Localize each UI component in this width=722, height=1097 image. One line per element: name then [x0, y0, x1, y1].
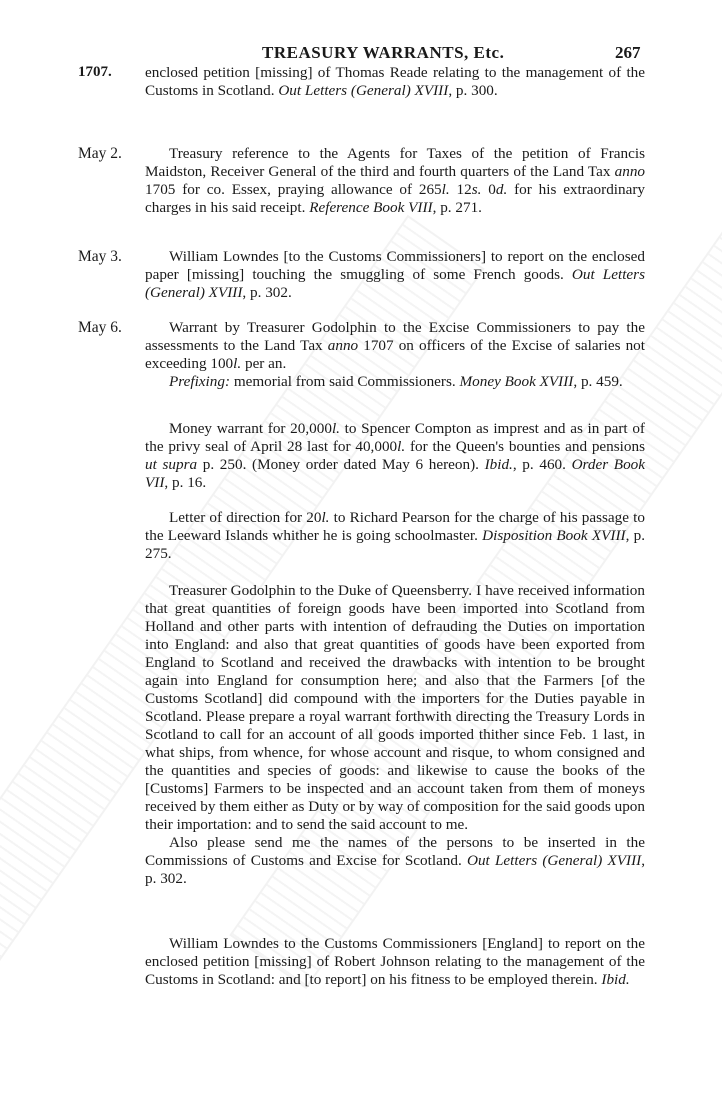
entry-3-prefixing — [145, 373, 645, 391]
text-segment: William Lowndes [to the Customs Commissioners] to report on the enclosed paper [missing] touching the smuggling of some French goods. — [145, 248, 645, 283]
entry-1 — [145, 145, 645, 217]
italic-segment: Reference Book VIII — [309, 199, 433, 216]
text-segment: , p. 271. — [432, 199, 482, 216]
italic-segment: Prefixing: — [169, 373, 231, 390]
entry-1-text — [145, 145, 645, 217]
entry-5-text — [145, 509, 645, 563]
entry-4-text — [145, 420, 645, 492]
italic-segment: l. — [331, 420, 340, 437]
italic-segment: l. — [397, 438, 406, 455]
text-segment: per an. — [241, 355, 287, 372]
text-segment: , p. 16. — [164, 474, 207, 491]
italic-segment: Disposition Book XVIII — [482, 527, 626, 544]
italic-segment: l. — [321, 509, 330, 526]
text-segment: enclosed petition [missing] of Thomas Reade relating to the management of the Customs in Scotland. — [145, 64, 645, 99]
page-number: 267 — [615, 43, 641, 62]
italic-segment: Money Book XVIII — [459, 373, 574, 390]
entry-2-date: May 3. — [78, 248, 122, 265]
margin-year: 1707. — [78, 64, 112, 80]
text-segment: , p. 459. — [573, 373, 623, 390]
running-head: TREASURY WARRANTS, Etc. — [262, 43, 505, 62]
entry-5 — [145, 509, 645, 563]
entry-0 — [145, 64, 645, 100]
entry-1-date: May 2. — [78, 145, 122, 162]
text-segment: 1707 on officers of the Excise of salaries not exceeding 100 — [145, 337, 645, 372]
text-segment: Also please send me the names of the persons to be inserted in the Commissions of Customs and Excise for Scotland. — [145, 834, 645, 869]
text-segment: for his extraordinary charges in his said receipt. — [145, 181, 645, 216]
entry-4 — [145, 420, 645, 492]
italic-segment: Order Book VII — [145, 456, 645, 491]
text-segment: p. 250. (Money order dated May 6 hereon). — [197, 456, 485, 473]
text-segment: 12 — [449, 181, 472, 198]
text-segment: Warrant by Treasurer Godolphin to the Excise Commissioners to pay the assessments to the Land Tax — [145, 319, 645, 354]
entry-3 — [145, 319, 645, 391]
entry-6 — [145, 582, 645, 888]
text-segment: memorial from said Commissioners. — [230, 373, 460, 390]
entry-6-followup — [145, 834, 645, 888]
italic-segment: anno — [614, 163, 645, 180]
text-segment: , p. 302. — [242, 284, 292, 301]
text-segment: , p. 460. — [512, 456, 572, 473]
text-segment: Letter of direction for 20 — [169, 509, 322, 526]
text-segment: , p. 300. — [448, 82, 498, 99]
text-segment: Treasurer Godolphin to the Duke of Queensberry. I have received information that great quantities of foreign goods have been imported into Scotland from Holland and other parts with intention of defrauding the Duties on importation into England: and also that great quantities of goods have been exported from England to Scotland and received the drawbacks with intention to be brought again into England for consumption here; and also that the Farmers [of the Customs Scotland] did compound with the importers for the Duties payable in Scotland. Please prepare a royal warrant forthwith directing the Treasury Lords in Scotland to call for an account of all goods imported thither since Feb. 1 last, in what ships, from whence, for whose account and risque, to whom consigned and the quantities and species of goods: and likewise to cause the books of the [Customs] Farmers to be inspected and an account taken from them of moneys received by them either as Duty or by way of composition for the said goods upon their importation: and to send the said account to me. — [145, 582, 645, 833]
italic-segment: anno — [327, 337, 359, 354]
italic-segment: Out Letters (General) XVIII — [467, 852, 642, 869]
text-segment: Treasury reference to the Agents for Taxes of the petition of Francis Maidston, Receiver General of the third and fourth quarters of the Land Tax — [145, 145, 645, 180]
entry-3-text — [145, 319, 645, 373]
italic-segment: s. — [471, 181, 482, 198]
italic-segment: ut supra — [145, 456, 198, 473]
entry-2-text — [145, 248, 645, 302]
entry-0-text — [145, 64, 645, 100]
italic-segment: Ibid. — [601, 971, 630, 988]
italic-segment: d. — [495, 181, 508, 198]
text-segment: to Richard Pearson for the charge of his passage to the Leeward Islands whither he is going schoolmaster. — [145, 509, 645, 544]
italic-segment: Out Letters (General) XVIII — [145, 266, 645, 301]
text-segment: Money warrant for 20,000 — [169, 420, 332, 437]
text-segment: , p. 275. — [145, 527, 645, 562]
entry-3-date: May 6. — [78, 319, 122, 336]
italic-segment: Out Letters (General) XVIII — [278, 82, 449, 99]
italic-segment: l. — [441, 181, 450, 198]
entry-7 — [145, 935, 645, 989]
text-segment: 0 — [481, 181, 496, 198]
italic-segment: Ibid. — [484, 456, 513, 473]
entry-2 — [145, 248, 645, 302]
text-segment: William Lowndes to the Customs Commissioners [England] to report on the enclosed petition [missing] of Robert Johnson relating to the management of the Customs in Scotland: and [to report] on his fitness to be employed therein. — [145, 935, 645, 988]
text-segment: to Spencer Compton as imprest and as in part of the privy seal of April 28 last for 40,000 — [145, 420, 645, 455]
entry-7-text — [145, 935, 645, 989]
text-segment: 1705 for co. Essex, praying allowance of 265 — [145, 181, 442, 198]
italic-segment: l. — [233, 355, 242, 372]
text-segment: for the Queen's bounties and pensions — [405, 438, 645, 455]
entry-6-text — [145, 582, 645, 834]
text-segment: , p. 302. — [145, 852, 645, 887]
